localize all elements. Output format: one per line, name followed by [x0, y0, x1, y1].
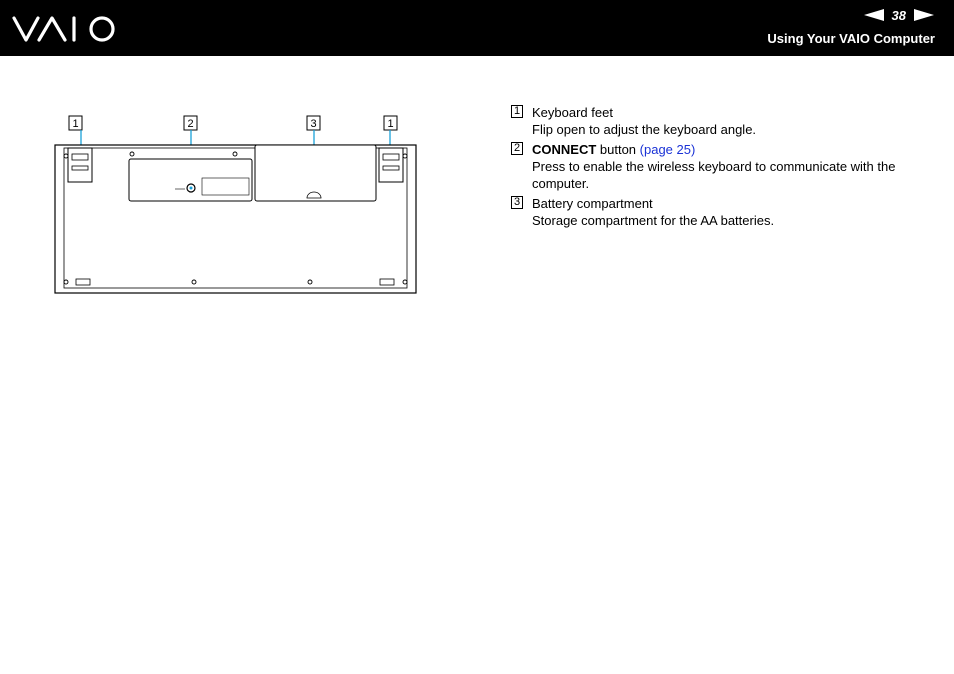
legend-title-rest: button — [596, 142, 640, 157]
legend-item-battery-compartment — [511, 195, 931, 229]
legend-list — [511, 104, 931, 232]
page-number: 38 — [891, 7, 906, 23]
legend-title-bold: CONNECT — [532, 142, 597, 157]
legend-number: 2 — [511, 142, 523, 155]
legend-description: Storage compartment for the AA batteries. — [532, 213, 775, 228]
next-page-icon[interactable] — [914, 9, 934, 21]
page-25-link[interactable]: (page 25) — [639, 142, 696, 157]
legend-title — [532, 141, 931, 158]
vaio-logo — [12, 12, 122, 46]
svg-text:1: 1 — [387, 118, 394, 130]
legend-number: 1 — [511, 105, 523, 118]
svg-text:3: 3 — [310, 118, 317, 130]
page-navigation — [864, 6, 934, 24]
legend-description: Press to enable the wireless keyboard to communicate with the computer. — [532, 159, 896, 191]
legend-description: Flip open to adjust the keyboard angle. — [532, 122, 757, 137]
legend-item-connect-button — [511, 141, 931, 192]
previous-page-icon[interactable] — [864, 9, 884, 21]
svg-text:1: 1 — [72, 118, 79, 130]
keyboard-bottom-illustration — [54, 114, 418, 296]
legend-title: Keyboard feet — [532, 105, 613, 120]
section-title: Using Your VAIO Computer — [767, 31, 935, 46]
header-bar — [0, 0, 954, 56]
legend-item-keyboard-feet — [511, 104, 931, 138]
legend-title: Battery compartment — [532, 196, 653, 211]
svg-text:2: 2 — [187, 118, 194, 130]
legend-number: 3 — [511, 196, 523, 209]
